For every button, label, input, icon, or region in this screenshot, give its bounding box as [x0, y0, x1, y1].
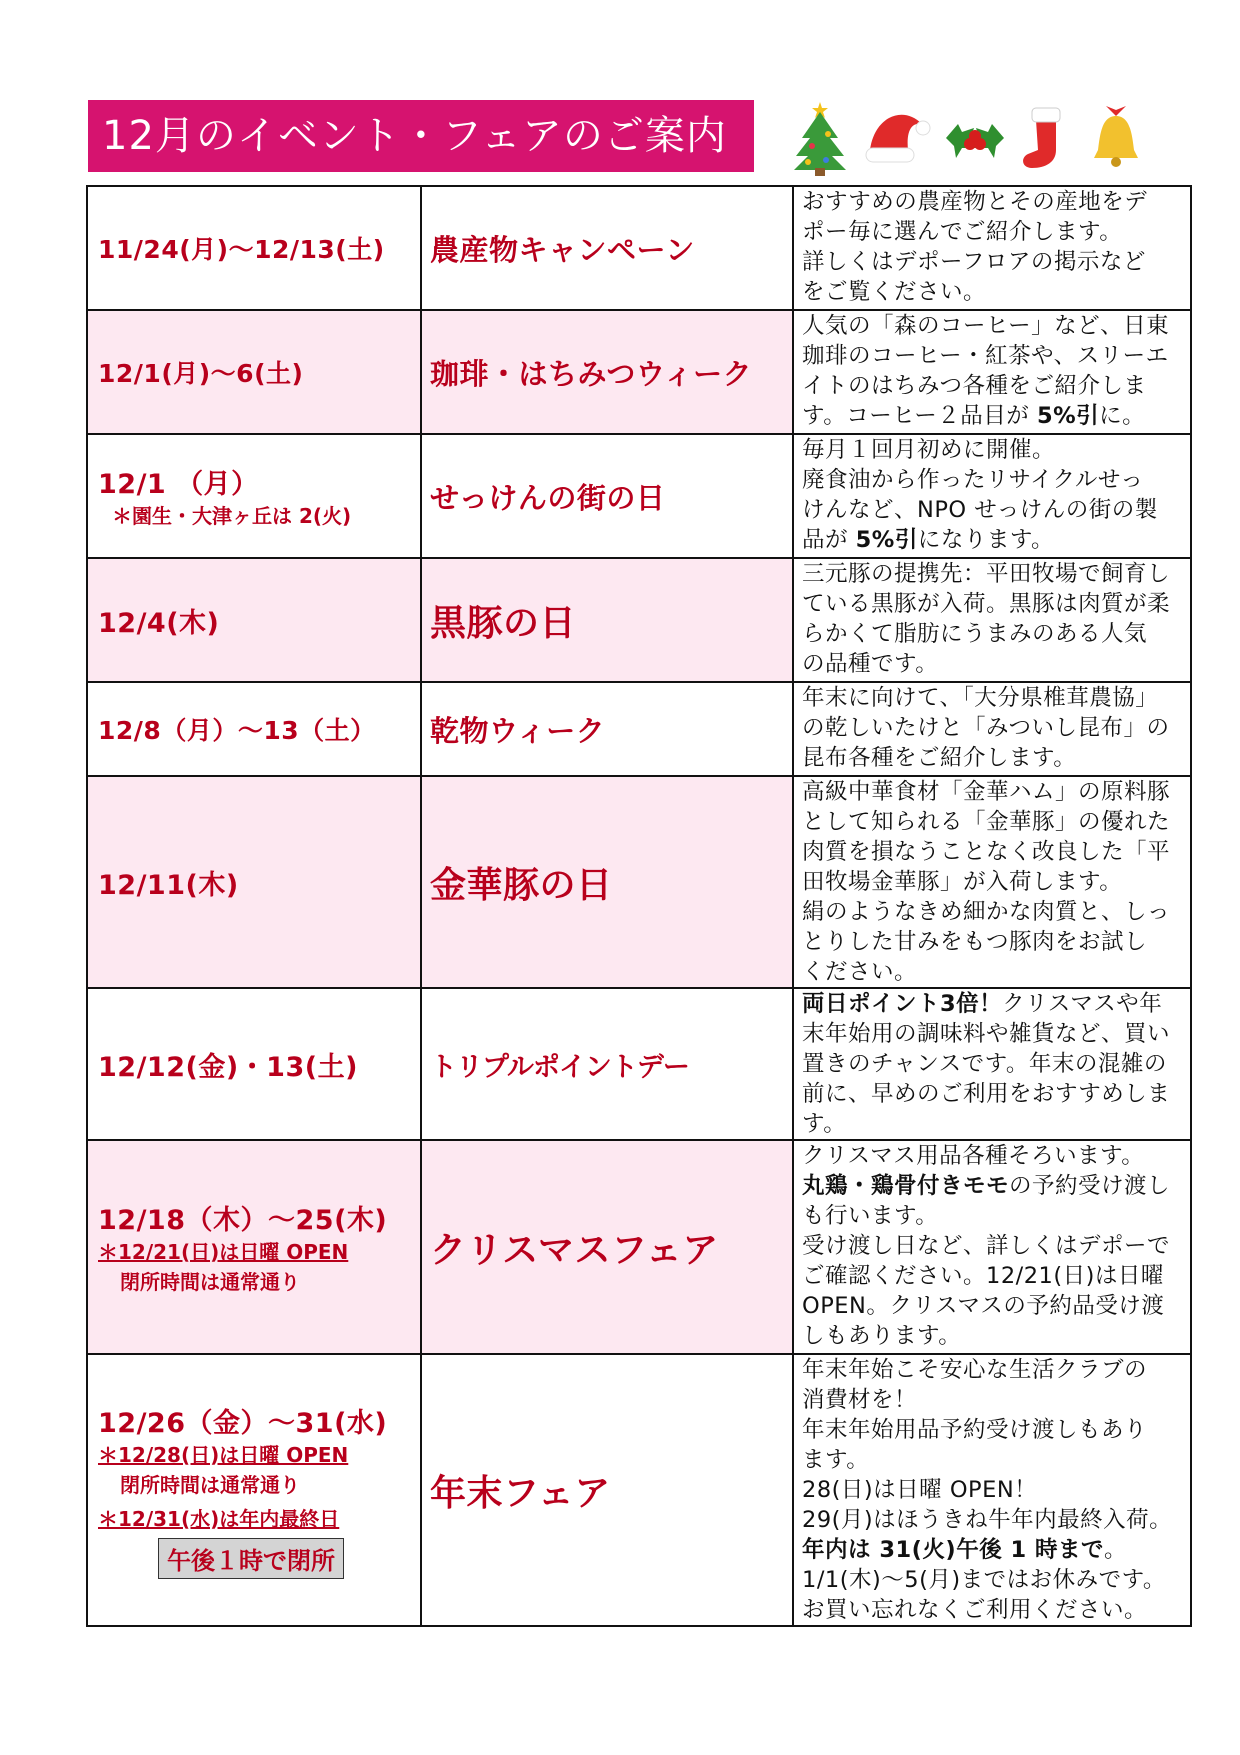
event-name: 年末フェア — [430, 1472, 611, 1514]
event-name: せっけんの街の日 — [430, 480, 666, 515]
table-row — [87, 434, 1191, 558]
event-date: 12/18（木）～25(木) — [98, 1204, 388, 1236]
table-row — [87, 776, 1191, 988]
christmas-decorations — [790, 98, 1140, 176]
event-description: 毎月１回月初めに開催。 廃食油から作ったリサイクルせっ けんなど、NPO せっけんの街の製 品が 5%引になります。 — [793, 434, 1191, 558]
santa-hat-icon — [862, 98, 932, 176]
closing-time-box: 午後１時で閉所 — [158, 1538, 344, 1579]
table-row — [87, 186, 1191, 310]
event-description: 年末年始こそ安心な生活クラブの 消費材を！ 年末年始用品予約受け渡しもあり ます。 28(日)は日曜 OPEN！ 29(月)はほうきね牛年内最終入荷。 年内は 31(火)午後 1 時まで。 1/1(木)～5(月)まではお休みです。 お買い忘れなくご利用ください。 — [793, 1354, 1191, 1626]
event-description: 三元豚の提携先：平田牧場で飼育し ている黒豚が入荷。黒豚は肉質が柔 らかくて脂肪にうまみのある人気 の品種です。 — [793, 558, 1191, 682]
holly-icon — [940, 98, 1010, 176]
event-date: 12/4(木) — [98, 607, 220, 639]
table-row — [87, 682, 1191, 776]
event-date: 12/1 （月） — [98, 468, 259, 500]
event-description: 年末に向けて、「大分県椎茸農協」 の乾しいたけと「みついし昆布」の 昆布各種をご紹介します。 — [793, 682, 1191, 776]
event-date: 11/24(月)～12/13(土) — [98, 235, 385, 264]
event-date-note: 閉所時間は通常通り — [120, 1473, 300, 1497]
event-name: クリスマスフェア — [430, 1229, 719, 1271]
event-date-note: ＊12/31(水)は年内最終日 — [98, 1507, 340, 1531]
table-row — [87, 558, 1191, 682]
event-date-note: ＊12/21(日)は日曜 OPEN — [98, 1239, 349, 1264]
event-name: 乾物ウィーク — [430, 713, 606, 748]
event-date: 12/1(月)～6(土) — [98, 359, 304, 388]
stocking-icon — [1016, 98, 1076, 176]
event-description: 人気の「森のコーヒー」など、日東 珈琲のコーヒー・紅茶や、スリーエ イトのはちみつ各種をご紹介しま す。コーヒー２品目が 5%引に。 — [793, 310, 1191, 434]
christmas-tree-icon — [790, 98, 850, 176]
table-row — [87, 1354, 1191, 1626]
event-description: 両日ポイント3倍！クリスマスや年 末年始用の調味料や雑貨など、買い 置きのチャンスです。年末の混雑の 前に、早めのご利用をおすすめしま す。 — [793, 988, 1191, 1140]
event-date: 12/12(金)・13(土) — [98, 1051, 358, 1083]
event-date-note: ＊12/28(日)は日曜 OPEN — [98, 1443, 349, 1467]
event-date: 12/11(木) — [98, 869, 239, 901]
bell-icon — [1086, 98, 1146, 176]
table-row — [87, 1140, 1191, 1354]
event-name: トリプルポイントデー — [430, 1051, 689, 1083]
event-date: 12/26（金）～31(水) — [98, 1408, 388, 1439]
page-title: 12月のイベント・フェアのご案内 — [88, 100, 754, 172]
event-name: 珈琲・はちみつウィーク — [430, 356, 753, 391]
event-description: クリスマス用品各種そろいます。 丸鶏・鶏骨付きモモの予約受け渡し も行います。 受け渡し日など、詳しくはデポーで ご確認ください。12/21(日)は日曜 OPEN。クリスマスの予約品受け渡 しもあります。 — [793, 1140, 1191, 1354]
event-date: 12/8（月）～13（土） — [98, 716, 376, 745]
event-description: おすすめの農産物とその産地をデ ポー毎に選んでご紹介します。 詳しくはデポーフロアの掲示など をご覧ください。 — [793, 186, 1191, 310]
event-date-note: ＊園生・大津ヶ丘は 2(火) — [112, 503, 352, 528]
event-name: 黒豚の日 — [430, 602, 577, 644]
table-row — [87, 310, 1191, 434]
event-name: 金華豚の日 — [430, 864, 613, 906]
event-date-note: 閉所時間は通常通り — [120, 1269, 300, 1294]
table-row — [87, 988, 1191, 1140]
event-description: 高級中華食材「金華ハム」の原料豚 として知られる「金華豚」の優れた 肉質を損なうことなく改良した「平 田牧場金華豚」が入荷します。 絹のようなきめ細かな肉質と、しっ とりした甘みをもつ豚肉をお試し ください。 — [793, 776, 1191, 988]
events-table — [86, 185, 1192, 1627]
event-name: 農産物キャンペーン — [430, 232, 695, 267]
